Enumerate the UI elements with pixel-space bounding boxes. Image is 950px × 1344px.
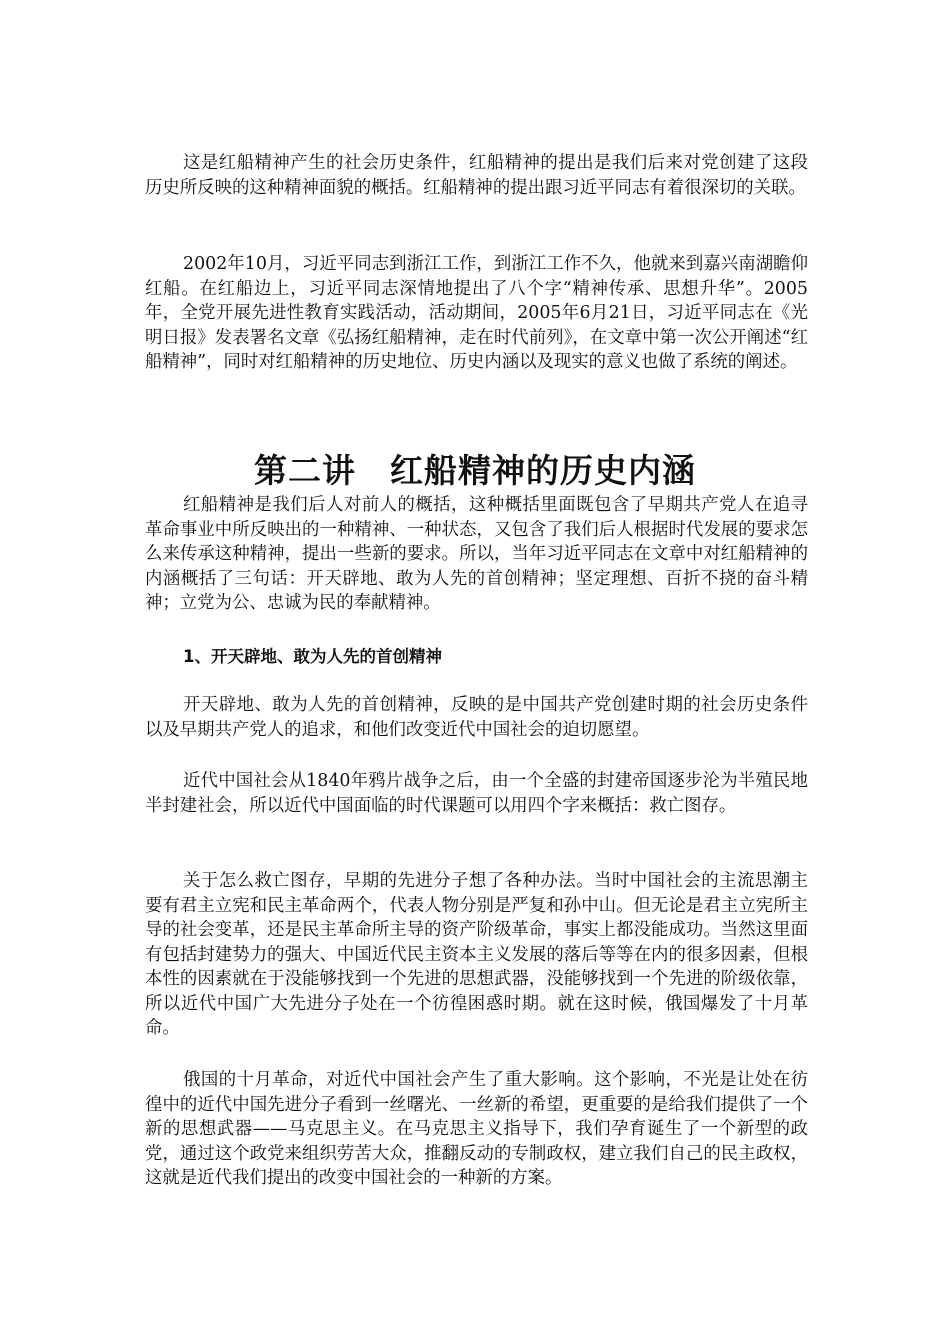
section-paragraph-4: 俄国的十月革命，对近代中国社会产生了重大影响。这个影响，不光是让处在彷徨中的近代中国先进分子看到一丝曙光、一丝新的希望，更重要的是给我们提供了一个新的思想武器——马克思主义。在马克思主义指导下，我们孕育诞生了一个新型的政党，通过这个政党来组织劳苦大众，推翻反动的专制政权，建立我们自己的民主政权，这就是近代我们提出的改变中国社会的一种新的方案。 bbox=[145, 1070, 808, 1188]
section-paragraph-1: 开天辟地、敢为人先的首创精神，反映的是中国共产党创建时期的社会历史条件以及早期共产党人的追求，和他们改变近代中国社会的迫切愿望。 bbox=[145, 695, 808, 740]
section-paragraph-3: 关于怎么救亡图存，早期的先进分子想了各种办法。当时中国社会的主流思潮主要有君主立宪和民主革命两个，代表人物分别是严复和孙中山。但无论是君主立宪所主导的社会变革，还是民主革命所主导的资产阶级革命，事实上都没能成功。当然这里面有包括封建势力的强大、中国近代民主资本主义发展的落后等等在内的很多因素，但根本性的因素就在于没能够找到一个先进的思想武器，没能够找到一个先进的阶级依靠，所以近代中国广大先进分子处在一个彷徨困惑时期。就在这时候，俄国爆发了十月革命。 bbox=[145, 871, 808, 1038]
lecture-title: 第二讲 红船精神的历史内涵 bbox=[254, 451, 696, 490]
section-title: 1、开天辟地、敢为人先的首创精神 bbox=[183, 647, 442, 666]
section-paragraph-2: 近代中国社会从1840年鸦片战争之后，由一个全盛的封建帝国逐步沦为半殖民地半封建社会，所以近代中国面临的时代课题可以用四个字来概括：救亡图存。 bbox=[145, 771, 808, 816]
intro-paragraph-2: 2002年10月，习近平同志到浙江工作，到浙江工作不久，他就来到嘉兴南湖瞻仰红船。在红船边上，习近平同志深情地提出了八个字“精神传承、思想升华”。2005年，全党开展先进性教育实践活动，活动期间，2005年6月21日，习近平同志在《光明日报》发表署名文章《弘扬红船精神，走在时代前列》，在文章中第一次公开阐述“红船精神”，同时对红船精神的历史地位、历史内涵以及现实的意义也做了系统的阐述。 bbox=[145, 254, 808, 372]
intro-paragraph-1: 这是红船精神产生的社会历史条件，红船精神的提出是我们后来对党创建了这段历史所反映的这种精神面貌的概括。红船精神的提出跟习近平同志有着很深切的关联。 bbox=[145, 153, 808, 198]
lecture-intro-paragraph: 红船精神是我们后人对前人的概括，这种概括里面既包含了早期共产党人在追寻革命事业中所反映出的一种精神、一种状态，又包含了我们后人根据时代发展的要求怎么来传承这种精神，提出一些新的要求。所以，当年习近平同志在文章中对红船精神的内涵概括了三句话：开天辟地、敢为人先的首创精神；坚定理想、百折不挠的奋斗精神；立党为公、忠诚为民的奉献精神。 bbox=[145, 495, 808, 613]
